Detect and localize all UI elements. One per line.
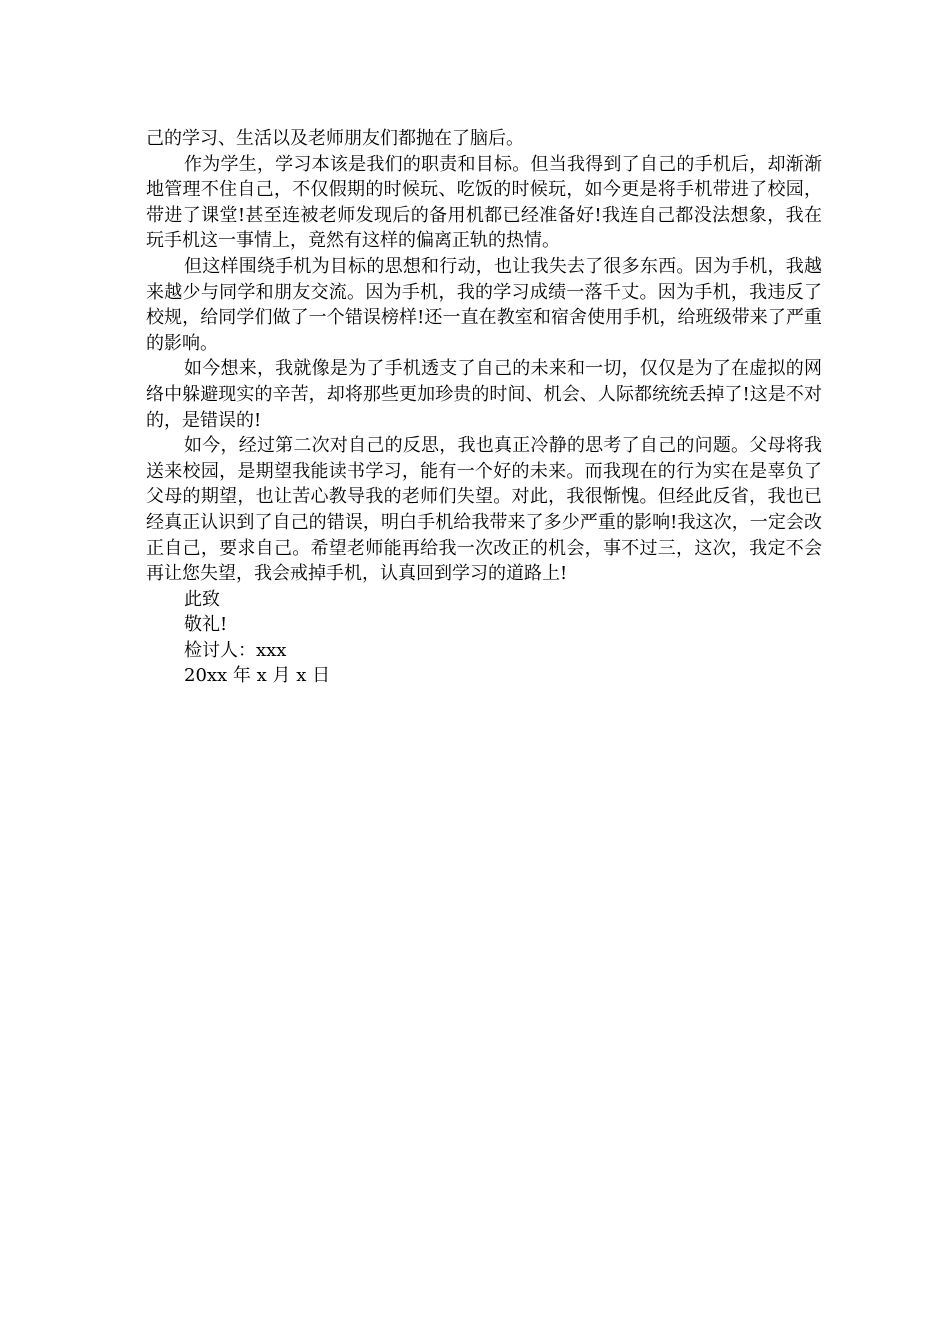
- paragraph-reflection: 如今想来，我就像是为了手机透支了自己的未来和一切，仅仅是为了在虚拟的网络中躲避现实的辛苦，却将那些更加珍贵的时间、机会、人际都统统丢掉了!这是不对的，是错误的!: [146, 358, 822, 431]
- author-signature: 检讨人：xxx: [184, 639, 287, 661]
- closing-respect: 敬礼!: [184, 614, 228, 636]
- document-date: 20xx 年 x 月 x 日: [184, 665, 331, 687]
- paragraph-student-duty: 作为学生，学习本该是我们的职责和目标。但当我得到了自己的手机后，却渐渐地管理不住自己，不仅假期的时候玩、吃饭的时候玩，如今更是将手机带进了校园，带进了课堂!甚至连被老师发现后的备用机都已经准备好!我连自己都没法想象，我在玩手机这一事情上，竟然有这样的偏离正轨的热情。: [146, 153, 822, 252]
- paragraph-losses: 但这样围绕手机为目标的思想和行动，也让我失去了很多东西。因为手机，我越来越少与同学和朋友交流。因为手机，我的学习成绩一落千丈。因为手机，我违反了校规，给同学们做了一个错误榜样!还一直在教室和宿舍使用手机，给班级带来了严重的影响。: [146, 255, 822, 354]
- closing-salutation: 此致: [184, 588, 220, 610]
- paragraph-resolution: 如今，经过第二次对自己的反思，我也真正冷静的思考了自己的问题。父母将我送来校园，是期望我能读书学习，能有一个好的未来。而我现在的行为实在是辜负了父母的期望，也让苦心教导我的老师们失望。对此，我很惭愧。但经此反省，我也已经真正认识到了自己的错误，明白手机给我带来了多少严重的影响!我这次，一定会改正自己，要求自己。希望老师能再给我一次改正的机会，事不过三，这次，我定不会再让您失望，我会戒掉手机，认真回到学习的道路上!: [146, 435, 822, 585]
- paragraph-continuation: 己的学习、生活以及老师朋友们都抛在了脑后。: [146, 128, 524, 149]
- document-body: [146, 126, 822, 689]
